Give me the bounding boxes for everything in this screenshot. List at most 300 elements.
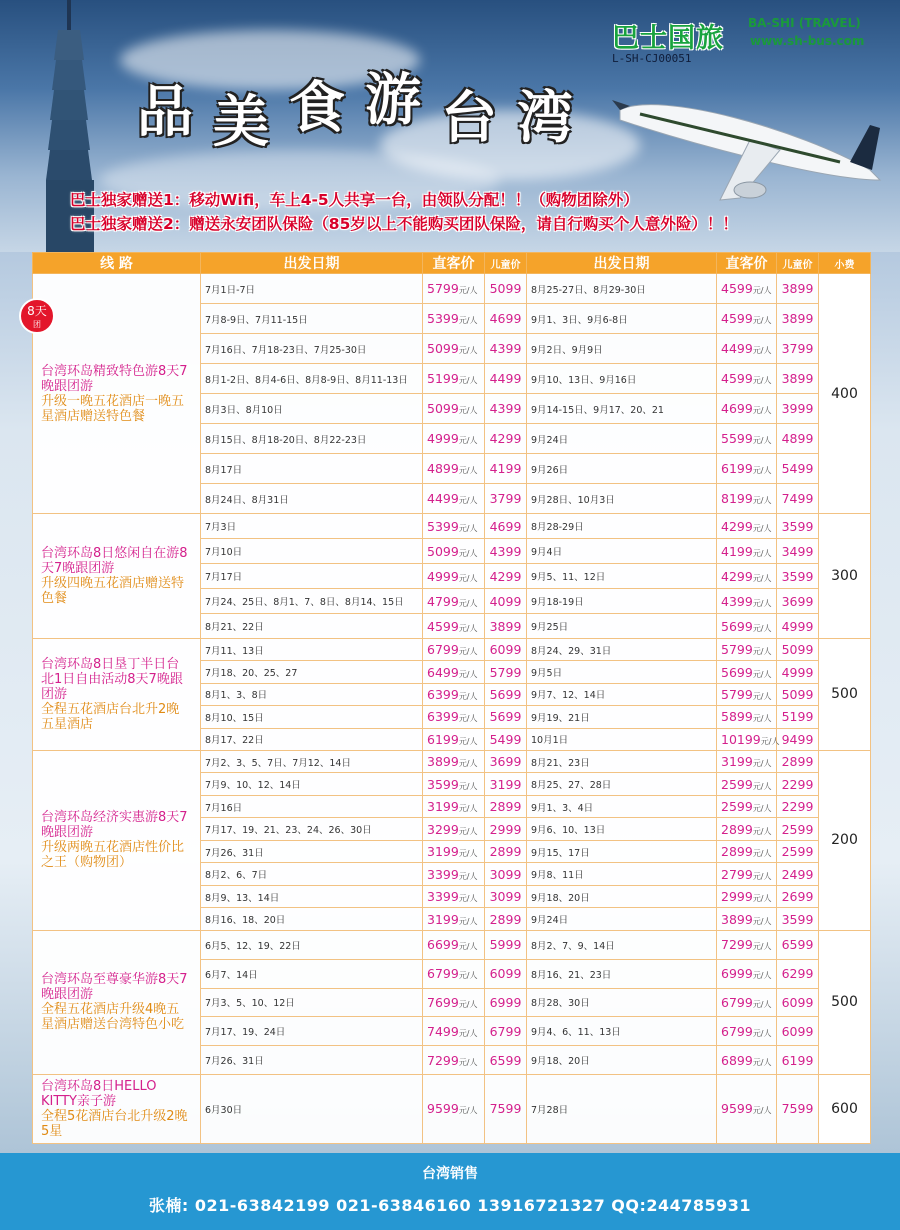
route-cell: [33, 514, 201, 639]
departure-date-value: 8月25、27、28日: [531, 780, 612, 792]
adult-price: [423, 539, 485, 564]
adult-price: [423, 589, 485, 614]
price-unit: 元/人: [752, 346, 772, 355]
departure-date: [527, 908, 717, 931]
adult-price-value: 10199: [721, 731, 761, 747]
adult-price-value: 3199: [427, 844, 459, 860]
adult-price-value: 2899: [721, 821, 753, 837]
child-price-value: 2499: [781, 866, 814, 882]
price-unit: 元/人: [752, 1028, 772, 1038]
adult-price: [423, 639, 485, 661]
adult-price-value: 4299: [721, 568, 753, 584]
child-price-value: 6999: [489, 994, 522, 1010]
adult-price-value: 5599: [721, 431, 753, 446]
header-route: 线 路: [33, 253, 201, 274]
departure-date-value: 9月19、21日: [531, 712, 590, 724]
departure-date-value: 7月26、31日: [205, 1056, 264, 1068]
child-price: [777, 364, 819, 394]
adult-price: [423, 930, 485, 959]
child-price: [485, 564, 527, 589]
departure-date-value: 8月15日、8月18-20日、8月22-23日: [205, 434, 367, 446]
price-unit: 元/人: [458, 598, 478, 608]
hero-banner: [0, 0, 900, 252]
adult-price: [423, 514, 485, 539]
adult-price: [717, 424, 777, 454]
days-badge: [19, 298, 55, 334]
child-price: [485, 683, 527, 705]
price-table-wrap: [27, 252, 870, 1144]
child-price: [485, 304, 527, 334]
price-unit: 元/人: [458, 406, 478, 415]
child-price-value: 4399: [489, 543, 522, 559]
child-price: [485, 274, 527, 304]
adult-price: [423, 728, 485, 750]
departure-date-value: 9月15、17日: [531, 847, 590, 859]
child-price: [777, 1074, 819, 1143]
table-row: [33, 514, 871, 539]
price-unit: 元/人: [752, 669, 772, 679]
adult-price-value: 5199: [427, 371, 459, 386]
departure-date-value: 9月5、11、12日: [531, 572, 606, 583]
adult-price-value: 5799: [721, 686, 753, 702]
child-price-value: 3099: [489, 889, 522, 905]
adult-price: [717, 706, 777, 728]
departure-date: [201, 334, 423, 364]
departure-date-value: 9月10、13日、9月16日: [531, 374, 637, 386]
departure-date: [527, 454, 717, 484]
adult-price-value: 4599: [427, 618, 459, 634]
route-cell: [33, 750, 201, 930]
adult-price-value: 4399: [721, 593, 753, 609]
price-unit: 元/人: [458, 804, 478, 814]
departure-date-value: 8月1-2日、8月4-6日、8月8-9日、8月11-13日: [205, 374, 408, 386]
departure-date-value: 9月18、20日: [531, 892, 590, 904]
price-unit: 元/人: [752, 316, 772, 325]
departure-date-value: 7月10日: [205, 547, 243, 558]
adult-price: [423, 334, 485, 364]
departure-date-value: 9月2日、9月9日: [531, 344, 603, 356]
departure-date-value: 7月17、19、24日: [205, 1027, 286, 1039]
child-price-value: 4899: [781, 431, 814, 446]
child-price: [485, 1046, 527, 1075]
child-price-value: 5799: [489, 664, 522, 680]
adult-price-value: 6399: [427, 686, 459, 702]
child-price: [485, 863, 527, 886]
route-name: 台湾环岛8日HELLO KITTY亲子游: [41, 1078, 157, 1109]
price-unit: 元/人: [752, 849, 772, 859]
price-unit: 元/人: [458, 999, 478, 1009]
title-char: 食: [289, 75, 345, 141]
child-price-value: 5099: [489, 281, 522, 296]
adult-price-value: 4999: [427, 431, 459, 446]
badge-days: 8天: [27, 304, 47, 318]
price-unit: 元/人: [752, 691, 772, 701]
departure-date: [201, 514, 423, 539]
price-unit: 元/人: [458, 871, 478, 881]
price-unit: 元/人: [458, 376, 478, 385]
child-price: [485, 454, 527, 484]
price-unit: 元/人: [752, 376, 772, 385]
departure-date: [201, 795, 423, 818]
child-price: [777, 885, 819, 908]
departure-date: [527, 1017, 717, 1046]
departure-date: [527, 773, 717, 796]
child-price: [485, 1017, 527, 1046]
departure-date: [527, 394, 717, 424]
child-price: [777, 683, 819, 705]
child-price-value: 3499: [781, 543, 814, 559]
departure-date-value: 9月6、10、13日: [531, 825, 606, 837]
child-price: [777, 454, 819, 484]
child-price-value: 6099: [489, 642, 522, 658]
departure-date-value: 8月3日、8月10日: [205, 404, 283, 416]
child-price: [777, 988, 819, 1017]
tip-cell: 200: [819, 750, 871, 930]
departure-date-value: 9月28日、10月3日: [531, 494, 615, 506]
price-unit: 元/人: [752, 436, 772, 445]
price-unit: 元/人: [752, 759, 772, 769]
table-row: [33, 274, 871, 304]
adult-price-value: 6899: [721, 1052, 753, 1068]
price-unit: 元/人: [760, 736, 780, 746]
departure-date: [201, 454, 423, 484]
price-unit: 元/人: [752, 523, 772, 533]
tip-cell: 400: [819, 274, 871, 514]
adult-price-value: 9599: [427, 1101, 459, 1117]
adult-price-value: 3899: [721, 911, 753, 927]
adult-price: [423, 484, 485, 514]
adult-price-value: 2599: [721, 799, 753, 815]
price-unit: 元/人: [752, 466, 772, 475]
departure-date-value: 9月24日: [531, 434, 569, 446]
child-price-value: 7499: [781, 491, 814, 506]
price-unit: 元/人: [752, 804, 772, 814]
header-date: 出发日期: [201, 253, 423, 274]
departure-date-value: 9月25日: [531, 622, 569, 633]
child-price-value: 6199: [781, 1052, 814, 1068]
child-price-value: 2599: [781, 844, 814, 860]
child-price-value: 5499: [489, 731, 522, 747]
adult-price: [717, 589, 777, 614]
price-unit: 元/人: [752, 714, 772, 724]
child-price: [777, 818, 819, 841]
departure-date-value: 7月28日: [531, 1104, 569, 1116]
departure-date: [527, 334, 717, 364]
table-row: [33, 930, 871, 959]
departure-date: [201, 1074, 423, 1143]
adult-price: [423, 1074, 485, 1143]
route-upgrade: 升级一晚五花酒店一晚五星酒店赠送特色餐: [41, 393, 185, 424]
departure-date: [527, 424, 717, 454]
departure-date-value: 9月1、3、4日: [531, 802, 594, 814]
route-upgrade: 全程五花酒店升级4晚五星酒店赠送台湾特色小吃: [41, 1002, 185, 1033]
departure-date-value: 8月2、6、7日: [205, 870, 268, 882]
adult-price-value: 3399: [427, 889, 459, 905]
price-unit: 元/人: [458, 548, 478, 558]
child-price: [777, 539, 819, 564]
adult-price-value: 4299: [721, 518, 753, 534]
header-child-price: 儿童价: [485, 253, 527, 274]
departure-date-value: 8月21、23日: [531, 757, 590, 769]
adult-price: [423, 274, 485, 304]
adult-price: [423, 304, 485, 334]
adult-price: [423, 773, 485, 796]
adult-price-value: 6699: [427, 937, 459, 953]
adult-price-value: 3899: [427, 754, 459, 770]
child-price: [485, 773, 527, 796]
departure-date: [201, 1046, 423, 1075]
departure-date: [201, 539, 423, 564]
title-char: 品: [137, 79, 193, 145]
departure-date-value: 7月16日: [205, 802, 243, 814]
adult-price: [423, 1046, 485, 1075]
adult-price-value: 4199: [721, 543, 753, 559]
child-price-value: 2999: [489, 821, 522, 837]
price-unit: 元/人: [752, 623, 772, 633]
child-price: [485, 988, 527, 1017]
adult-price-value: 3199: [427, 911, 459, 927]
price-unit: 元/人: [458, 826, 478, 836]
adult-price-value: 3199: [427, 799, 459, 815]
price-unit: 元/人: [752, 999, 772, 1009]
departure-date-value: 8月17日: [205, 464, 243, 476]
child-price: [777, 514, 819, 539]
departure-date-value: 9月4、6、11、13日: [531, 1027, 621, 1039]
child-price-value: 5499: [781, 461, 814, 476]
adult-price: [717, 1074, 777, 1143]
license-number: L-SH-CJ00051: [612, 52, 692, 65]
child-price-value: 7599: [781, 1101, 814, 1117]
child-price-value: 3899: [489, 618, 522, 634]
price-unit: 元/人: [458, 971, 478, 981]
adult-price-value: 5399: [427, 311, 459, 326]
adult-price: [423, 394, 485, 424]
child-price: [485, 394, 527, 424]
departure-date-value: 7月11、13日: [205, 645, 264, 657]
child-price: [777, 614, 819, 639]
child-price-value: 5699: [489, 709, 522, 725]
price-unit: 元/人: [752, 916, 772, 926]
price-unit: 元/人: [752, 942, 772, 952]
child-price: [485, 706, 527, 728]
child-price-value: 2899: [489, 799, 522, 815]
child-price-value: 2899: [781, 754, 814, 770]
child-price-value: 4199: [489, 461, 522, 476]
child-price-value: 5999: [489, 937, 522, 953]
child-price-value: 3799: [489, 491, 522, 506]
promo-text: 移动Wifi，车上4-5人共享一台，由领队分配！！（购物团除外）: [189, 191, 639, 209]
tip-cell: 500: [819, 639, 871, 751]
departure-date-value: 7月17日: [205, 572, 243, 583]
departure-date-value: 9月4日: [531, 547, 563, 558]
price-unit: 元/人: [458, 1028, 478, 1038]
tip-cell: 500: [819, 930, 871, 1074]
adult-price: [423, 795, 485, 818]
departure-date-value: 9月24日: [531, 915, 569, 927]
departure-date: [201, 424, 423, 454]
price-unit: 元/人: [752, 971, 772, 981]
price-unit: 元/人: [458, 647, 478, 657]
departure-date: [527, 484, 717, 514]
departure-date: [201, 274, 423, 304]
departure-date-value: 7月3日: [205, 522, 237, 533]
title-char: 游: [365, 67, 421, 133]
child-price-value: 3899: [781, 281, 814, 296]
price-unit: 元/人: [458, 1057, 478, 1067]
adult-price-value: 6999: [721, 966, 753, 982]
route-cell: [27, 274, 201, 514]
departure-date: [201, 988, 423, 1017]
footer-contact: 张楠: 021-63842199 021-63846160 13916721327 QQ:244785931: [148, 1196, 752, 1215]
departure-date: [201, 1017, 423, 1046]
adult-price: [423, 661, 485, 683]
adult-price-value: 5699: [721, 664, 753, 680]
child-price-value: 2899: [489, 844, 522, 860]
airplane-icon: [600, 70, 900, 230]
promo-line-2: [70, 212, 738, 234]
departure-date: [527, 564, 717, 589]
adult-price-value: 4499: [427, 491, 459, 506]
adult-price: [717, 885, 777, 908]
child-price: [485, 908, 527, 931]
child-price-value: 5099: [781, 642, 814, 658]
departure-date: [527, 683, 717, 705]
departure-date: [527, 818, 717, 841]
adult-price-value: 4699: [721, 401, 753, 416]
adult-price: [423, 706, 485, 728]
child-price-value: 5199: [781, 709, 814, 725]
child-price: [777, 424, 819, 454]
child-price: [777, 959, 819, 988]
departure-date-value: 7月8-9日、7月11-15日: [205, 314, 308, 326]
departure-date-value: 8月2、7、9、14日: [531, 940, 615, 952]
child-price: [485, 364, 527, 394]
adult-price-value: 7299: [427, 1052, 459, 1068]
adult-price-value: 6499: [427, 664, 459, 680]
departure-date-value: 8月28、30日: [531, 998, 590, 1010]
child-price: [777, 773, 819, 796]
adult-price-value: 5099: [427, 341, 459, 356]
adult-price-value: 4599: [721, 281, 753, 296]
adult-price-value: 6799: [427, 966, 459, 982]
price-unit: 元/人: [752, 548, 772, 558]
adult-price-value: 6799: [721, 994, 753, 1010]
departure-date-value: 8月25-27日、8月29-30日: [531, 284, 646, 296]
adult-price-value: 5399: [427, 518, 459, 534]
departure-date-value: 6月30日: [205, 1104, 243, 1116]
child-price-value: 4699: [489, 311, 522, 326]
child-price-value: 4399: [489, 401, 522, 416]
table-row: [33, 639, 871, 661]
departure-date: [527, 885, 717, 908]
header-child-price: 儿童价: [777, 253, 819, 274]
adult-price: [717, 639, 777, 661]
departure-date: [201, 840, 423, 863]
child-price: [485, 639, 527, 661]
route-upgrade: 升级四晚五花酒店赠送特色餐: [41, 576, 185, 606]
price-unit: 元/人: [458, 286, 478, 295]
departure-date: [201, 750, 423, 773]
header-tip: 小费: [819, 253, 871, 274]
departure-date: [201, 959, 423, 988]
price-unit: 元/人: [752, 1106, 772, 1116]
child-price-value: 3599: [781, 518, 814, 534]
price-unit: 元/人: [458, 623, 478, 633]
child-price: [777, 304, 819, 334]
child-price-value: 6099: [781, 1023, 814, 1039]
child-price: [777, 750, 819, 773]
price-unit: 元/人: [458, 916, 478, 926]
adult-price-value: 6799: [721, 1023, 753, 1039]
adult-price: [717, 728, 780, 750]
adult-price: [717, 750, 777, 773]
child-price-value: 3699: [781, 593, 814, 609]
departure-date-value: 7月17、19、21、23、24、26、30日: [205, 825, 372, 837]
header-date: 出发日期: [527, 253, 717, 274]
adult-price: [717, 908, 777, 931]
price-unit: 元/人: [752, 406, 772, 415]
adult-price: [423, 750, 485, 773]
brand-url: www.sh-bus.com: [750, 34, 865, 48]
title-char: 美: [213, 89, 269, 155]
price-unit: 元/人: [458, 894, 478, 904]
departure-date: [201, 564, 423, 589]
child-price: [777, 484, 819, 514]
departure-date: [201, 589, 423, 614]
adult-price-value: 4599: [721, 311, 753, 326]
departure-date-value: 8月16、18、20日: [205, 915, 286, 927]
child-price: [485, 1074, 527, 1143]
price-unit: 元/人: [458, 691, 478, 701]
departure-date: [527, 795, 717, 818]
adult-price-value: 5799: [427, 281, 459, 296]
adult-price: [423, 988, 485, 1017]
child-price-value: 6799: [489, 1023, 522, 1039]
child-price-value: 3599: [781, 568, 814, 584]
adult-price: [717, 614, 777, 639]
departure-date-value: 8月17、22日: [205, 735, 264, 747]
price-unit: 元/人: [752, 496, 772, 505]
price-unit: 元/人: [458, 573, 478, 583]
child-price: [485, 885, 527, 908]
child-price: [485, 334, 527, 364]
route-cell: [33, 639, 201, 751]
departure-date: [527, 863, 717, 886]
adult-price: [423, 840, 485, 863]
adult-price: [423, 908, 485, 931]
price-table: [27, 252, 871, 1144]
departure-date-value: 9月14-15日、9月17、20、21: [531, 404, 664, 416]
child-price-value: 4999: [781, 664, 814, 680]
adult-price: [717, 773, 777, 796]
child-price-value: 5099: [781, 686, 814, 702]
price-unit: 元/人: [752, 598, 772, 608]
header-adult-price: 直客价: [717, 253, 777, 274]
departure-date: [527, 988, 717, 1017]
child-price: [777, 661, 819, 683]
child-price-value: 3099: [489, 866, 522, 882]
departure-date: [527, 1046, 717, 1075]
page-title: [128, 67, 582, 160]
adult-price: [717, 863, 777, 886]
adult-price-value: 3199: [721, 754, 753, 770]
route-cell: [33, 930, 201, 1074]
departure-date: [527, 750, 717, 773]
departure-date: [201, 304, 423, 334]
child-price-value: 4999: [781, 618, 814, 634]
adult-price: [717, 364, 777, 394]
child-price: [485, 514, 527, 539]
